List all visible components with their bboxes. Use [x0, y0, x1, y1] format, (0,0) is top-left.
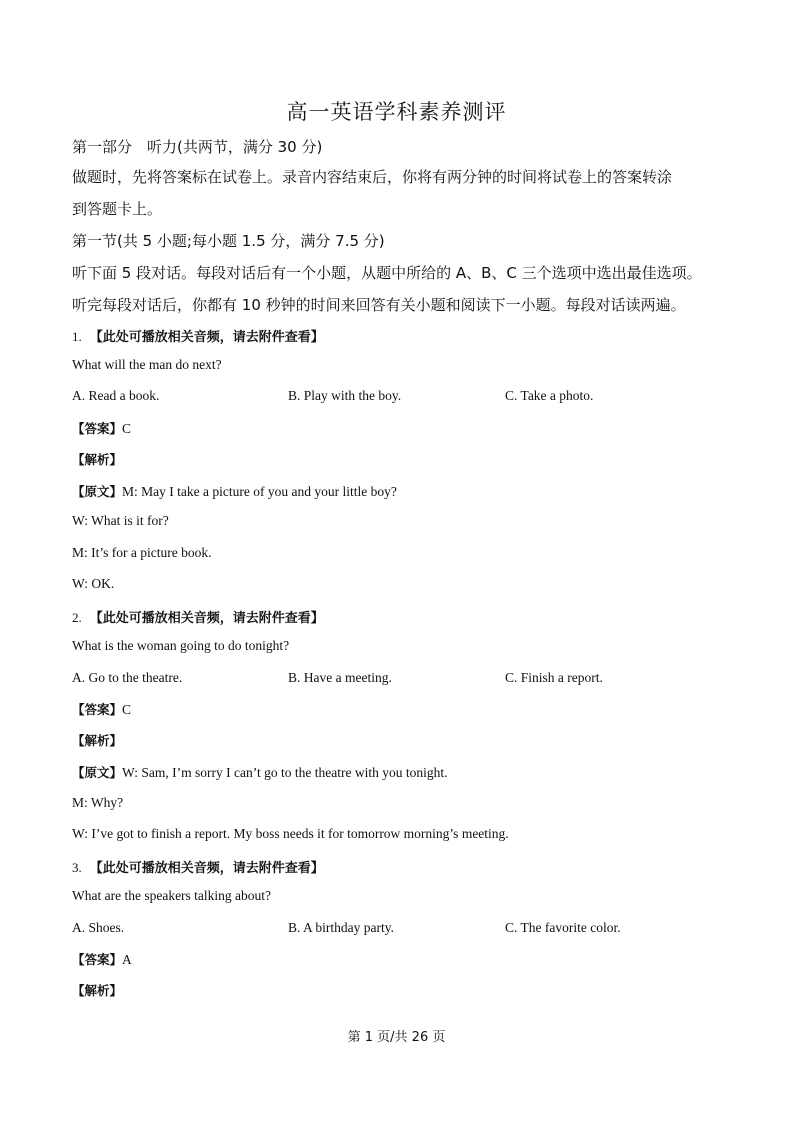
question-1-transcript-line3: M: It’s for a picture book. [72, 545, 212, 560]
question-3-answer [72, 950, 132, 969]
question-1-text: What will the man do next? [72, 357, 222, 372]
page-title: 高一英语学科素养测评 [286, 100, 507, 124]
answer-label: 【答案】 [72, 702, 123, 717]
question-number: 3. [72, 860, 82, 875]
option-c: C. The favorite color. [505, 920, 621, 935]
transcript-text: W: Sam, I’m sorry I can’t go to the theatre with you tonight. [122, 765, 448, 780]
answer-value: A [122, 952, 132, 967]
answer-value: C [122, 421, 132, 436]
question-3-analysis-label: 【解析】 [72, 983, 123, 998]
section1-heading: 第一节(共 5 小题;每小题 1.5 分，满分 7.5 分) [72, 232, 385, 250]
question-2-transcript-line3: W: I’ve got to finish a report. My boss needs it for tomorrow morning’s meeting. [72, 826, 509, 841]
question-1-transcript-line4: W: OK. [72, 576, 115, 591]
option-a: A. Read a book. [72, 388, 160, 403]
part1-instruction-line1: 做题时，先将答案标在试卷上。录音内容结束后，你将有两分钟的时间将试卷上的答案转涂 [72, 168, 673, 186]
original-label: 【原文】 [72, 484, 123, 499]
answer-label: 【答案】 [72, 952, 123, 967]
question-2-answer [72, 700, 131, 719]
section1-instruction-line2: 听完每段对话后，你都有 10 秒钟的时间来回答有关小题和阅读下一小题。每段对话读两遍。 [72, 296, 686, 314]
answer-label: 【答案】 [72, 421, 123, 436]
option-c: C. Take a photo. [505, 388, 594, 403]
section1-instruction-line1: 听下面 5 段对话。每段对话后有一个小题，从题中所给的 A、B、C 三个选项中选出最佳选项。 [72, 264, 702, 282]
question-1-answer [72, 419, 131, 438]
part1-heading: 第一部分 听力(共两节，满分 30 分) [72, 138, 323, 156]
question-2-text: What is the woman going to do tonight? [72, 638, 290, 653]
question-2-transcript-line2: M: Why? [72, 795, 124, 810]
question-number: 2. [72, 610, 82, 625]
question-1-header [72, 326, 324, 345]
transcript-text: M: May I take a picture of you and your little boy? [122, 484, 397, 499]
question-1-analysis-label: 【解析】 [72, 452, 123, 467]
question-1-transcript-line2: W: What is it for? [72, 513, 169, 528]
answer-value: C [122, 702, 132, 717]
option-b: B. Have a meeting. [288, 670, 392, 685]
option-b: B. Play with the boy. [288, 388, 402, 403]
audio-note: 【此处可播放相关音频，请去附件查看】 [89, 861, 324, 876]
option-c: C. Finish a report. [505, 670, 603, 685]
question-1-transcript-line1 [72, 482, 397, 501]
option-b: B. A birthday party. [288, 920, 394, 935]
part1-instruction-line2: 到答题卡上。 [72, 200, 163, 218]
question-2-analysis-label: 【解析】 [72, 733, 123, 748]
page-footer: 第 1 页/共 26 页 [347, 1030, 446, 1045]
option-a: A. Shoes. [72, 920, 125, 935]
question-3-text: What are the speakers talking about? [72, 888, 272, 903]
question-3-header [72, 857, 324, 876]
audio-note: 【此处可播放相关音频，请去附件查看】 [89, 330, 324, 345]
question-2-transcript-line1 [72, 763, 447, 782]
audio-note: 【此处可播放相关音频，请去附件查看】 [89, 611, 324, 626]
question-2-header [72, 607, 324, 626]
question-number: 1. [72, 329, 82, 344]
option-a: A. Go to the theatre. [72, 670, 183, 685]
original-label: 【原文】 [72, 765, 123, 780]
